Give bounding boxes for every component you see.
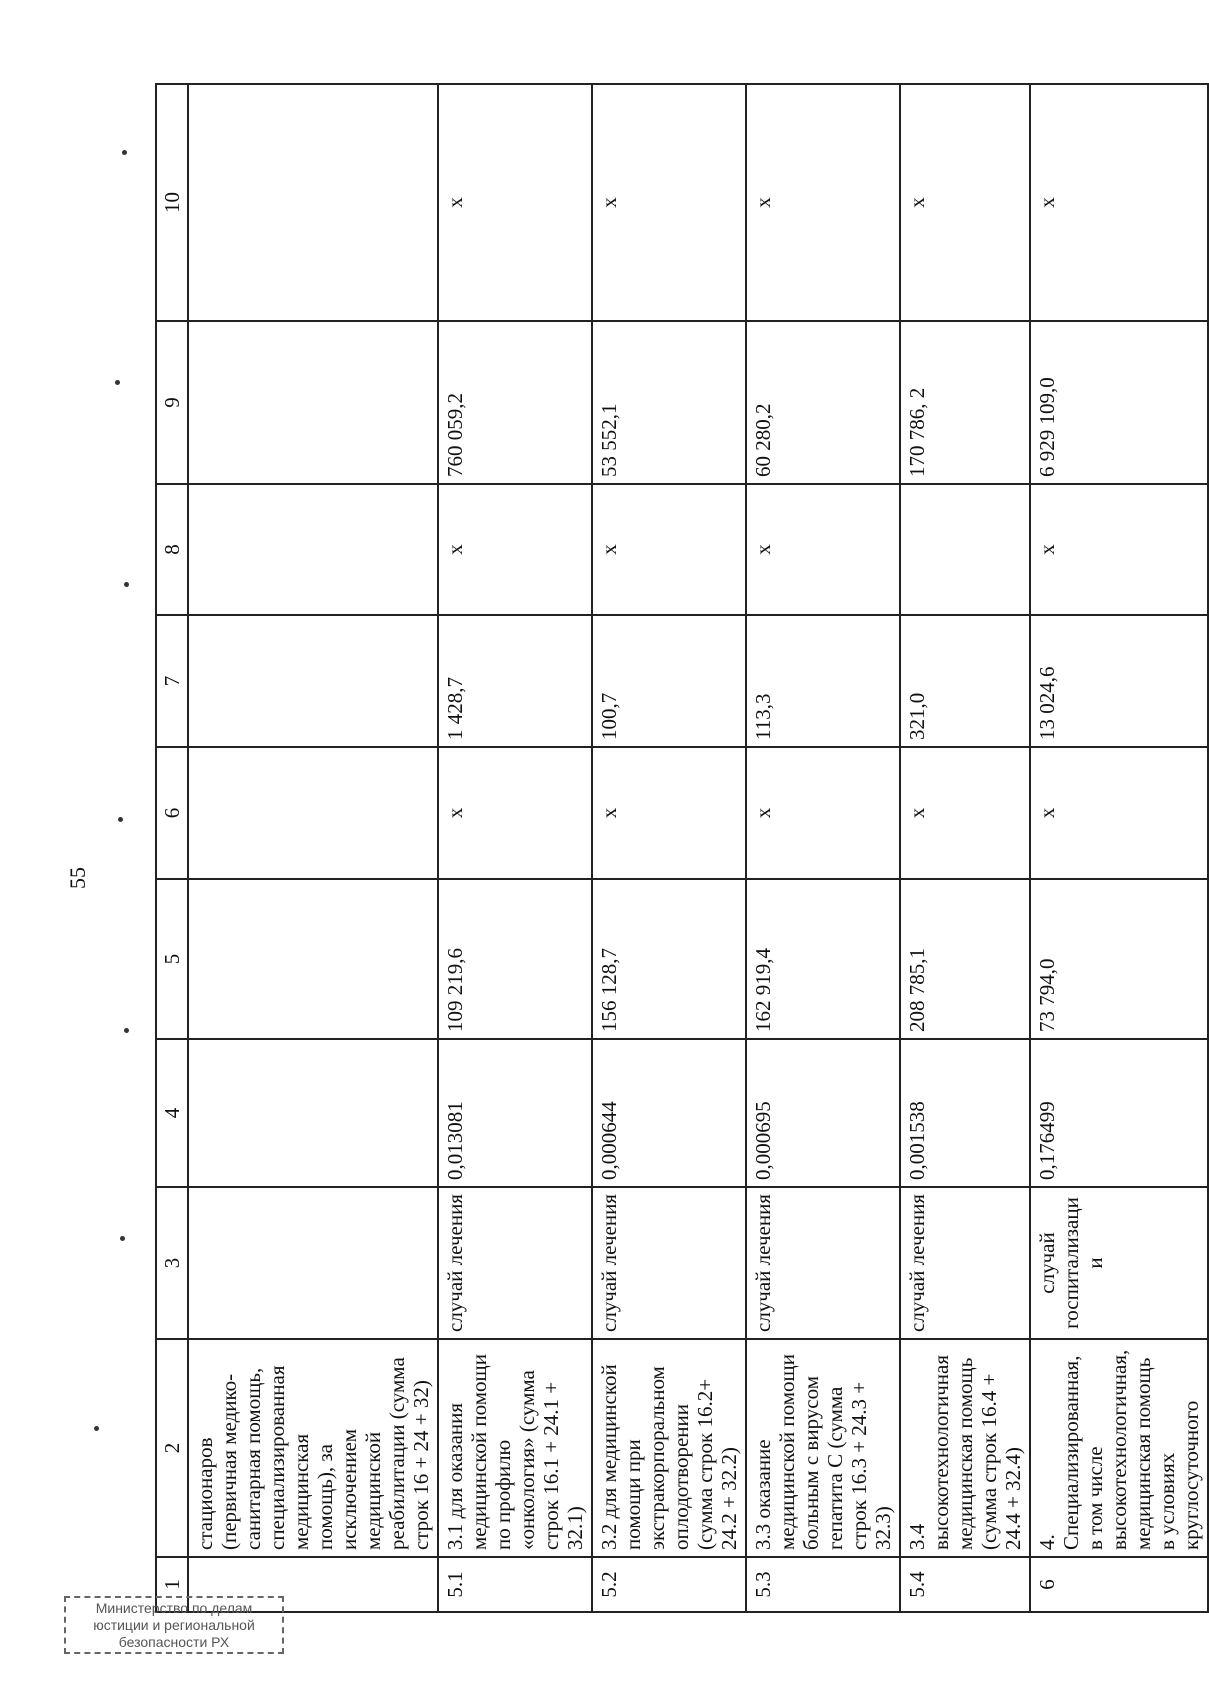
row-name: 3.1 для оказания медицинской помощи по профилю «онкология» (сумма строк 16.1 + 24.1 + 32.1) [438, 1339, 592, 1557]
value-cell: 1 428,7 [438, 615, 592, 747]
row-name: 4. Специализированная, в том числе высокотехнологичная, медицинская помощь в условиях круглосуточного [1030, 1339, 1208, 1557]
value-cell [188, 879, 438, 1039]
value-cell [188, 1039, 438, 1187]
value-cell: 0,001538 [900, 1039, 1030, 1187]
scan-dot [120, 1236, 125, 1241]
value-cell: x [746, 747, 900, 879]
scan-dot [124, 582, 129, 587]
value-cell: x [438, 747, 592, 879]
column-number: 2 [156, 1339, 188, 1557]
value-cell [188, 615, 438, 747]
unit-cell: случай лечения [746, 1187, 900, 1339]
column-number: 1 [156, 1557, 188, 1612]
value-cell [188, 321, 438, 484]
value-cell: x [1030, 484, 1208, 615]
rotated-table-area [155, 85, 1203, 1613]
unit-cell: случай лечения [438, 1187, 592, 1339]
table-row [900, 84, 1030, 1612]
column-number: 6 [156, 747, 188, 879]
scan-dot [94, 1426, 99, 1431]
column-number: 7 [156, 615, 188, 747]
value-cell: 100,7 [592, 615, 746, 747]
table-row [746, 84, 900, 1612]
column-number: 9 [156, 321, 188, 484]
value-cell: 0,000644 [592, 1039, 746, 1187]
unit-cell: случай лечения [592, 1187, 746, 1339]
value-cell: 0,176499 [1030, 1039, 1208, 1187]
value-cell: 13 024,6 [1030, 615, 1208, 747]
value-cell [188, 484, 438, 615]
value-cell [900, 484, 1030, 615]
table-row [592, 84, 746, 1612]
table-row [438, 84, 592, 1612]
unit-cell: случай госпитализации [1030, 1187, 1208, 1339]
scan-dot [122, 150, 127, 155]
value-cell: x [1030, 84, 1208, 321]
value-cell: 53 552,1 [592, 321, 746, 484]
value-cell: 6 929 109,0 [1030, 321, 1208, 484]
value-cell: 0,013081 [438, 1039, 592, 1187]
column-number: 10 [156, 84, 188, 321]
value-cell [188, 747, 438, 879]
row-name: 3.2 для медицинской помощи при экстракорпоральном оплодотворении (сумма строк 16.2+ 24.2 + 32.2) [592, 1339, 746, 1557]
column-number: 4 [156, 1039, 188, 1187]
unit-cell: случай лечения [900, 1187, 1030, 1339]
value-cell: x [438, 84, 592, 321]
column-number-row [156, 84, 188, 1612]
value-cell: 73 794,0 [1030, 879, 1208, 1039]
column-number: 8 [156, 484, 188, 615]
value-cell: x [592, 84, 746, 321]
table-row [188, 84, 438, 1612]
table-row [1030, 84, 1208, 1612]
column-number: 5 [156, 879, 188, 1039]
value-cell: 321,0 [900, 615, 1030, 747]
value-cell: x [900, 84, 1030, 321]
row-name: стационаров (первичная медико-санитарная помощь, специализированная медицинская помощь), за исключением медицинской реабилитации (сумма строк 16 + 24 + 32) [188, 1339, 438, 1557]
value-cell: 162 919,4 [746, 879, 900, 1039]
row-number: 5.2 [592, 1557, 746, 1612]
row-number: 5.3 [746, 1557, 900, 1612]
value-cell [188, 84, 438, 321]
value-cell: x [900, 747, 1030, 879]
row-name: 3.3 оказание медицинской помощи больным с вирусом гепатита С (сумма строк 16.3 + 24.3 + 32.3) [746, 1339, 900, 1557]
value-cell: x [1030, 747, 1208, 879]
ministry-stamp [64, 1596, 284, 1654]
value-cell: 760 059,2 [438, 321, 592, 484]
data-table [155, 83, 1209, 1613]
page-number: 55 [65, 867, 90, 889]
value-cell: x [746, 484, 900, 615]
value-cell: 156 128,7 [592, 879, 746, 1039]
scan-dot [118, 817, 123, 822]
value-cell: x [592, 484, 746, 615]
value-cell: x [592, 747, 746, 879]
stamp-line: безопасности РХ [118, 1634, 230, 1650]
scan-dot [124, 1028, 129, 1033]
stamp-line: юстиции и региональной [93, 1617, 255, 1633]
value-cell: 0,000695 [746, 1039, 900, 1187]
value-cell: x [746, 84, 900, 321]
row-number: 6 [1030, 1557, 1208, 1612]
row-name: 3.4 высокотехнологичная медицинская помощь (сумма строк 16.4 + 24.4 + 32.4) [900, 1339, 1030, 1557]
row-number: 5.4 [900, 1557, 1030, 1612]
row-number: 5.1 [438, 1557, 592, 1612]
value-cell: 170 786, 2 [900, 321, 1030, 484]
value-cell: x [438, 484, 592, 615]
unit-cell [188, 1187, 438, 1339]
scan-dot [115, 380, 120, 385]
column-number: 3 [156, 1187, 188, 1339]
value-cell: 60 280,2 [746, 321, 900, 484]
value-cell: 109 219,6 [438, 879, 592, 1039]
value-cell: 208 785,1 [900, 879, 1030, 1039]
value-cell: 113,3 [746, 615, 900, 747]
stamp-line: Министерство по делам [95, 1600, 253, 1616]
